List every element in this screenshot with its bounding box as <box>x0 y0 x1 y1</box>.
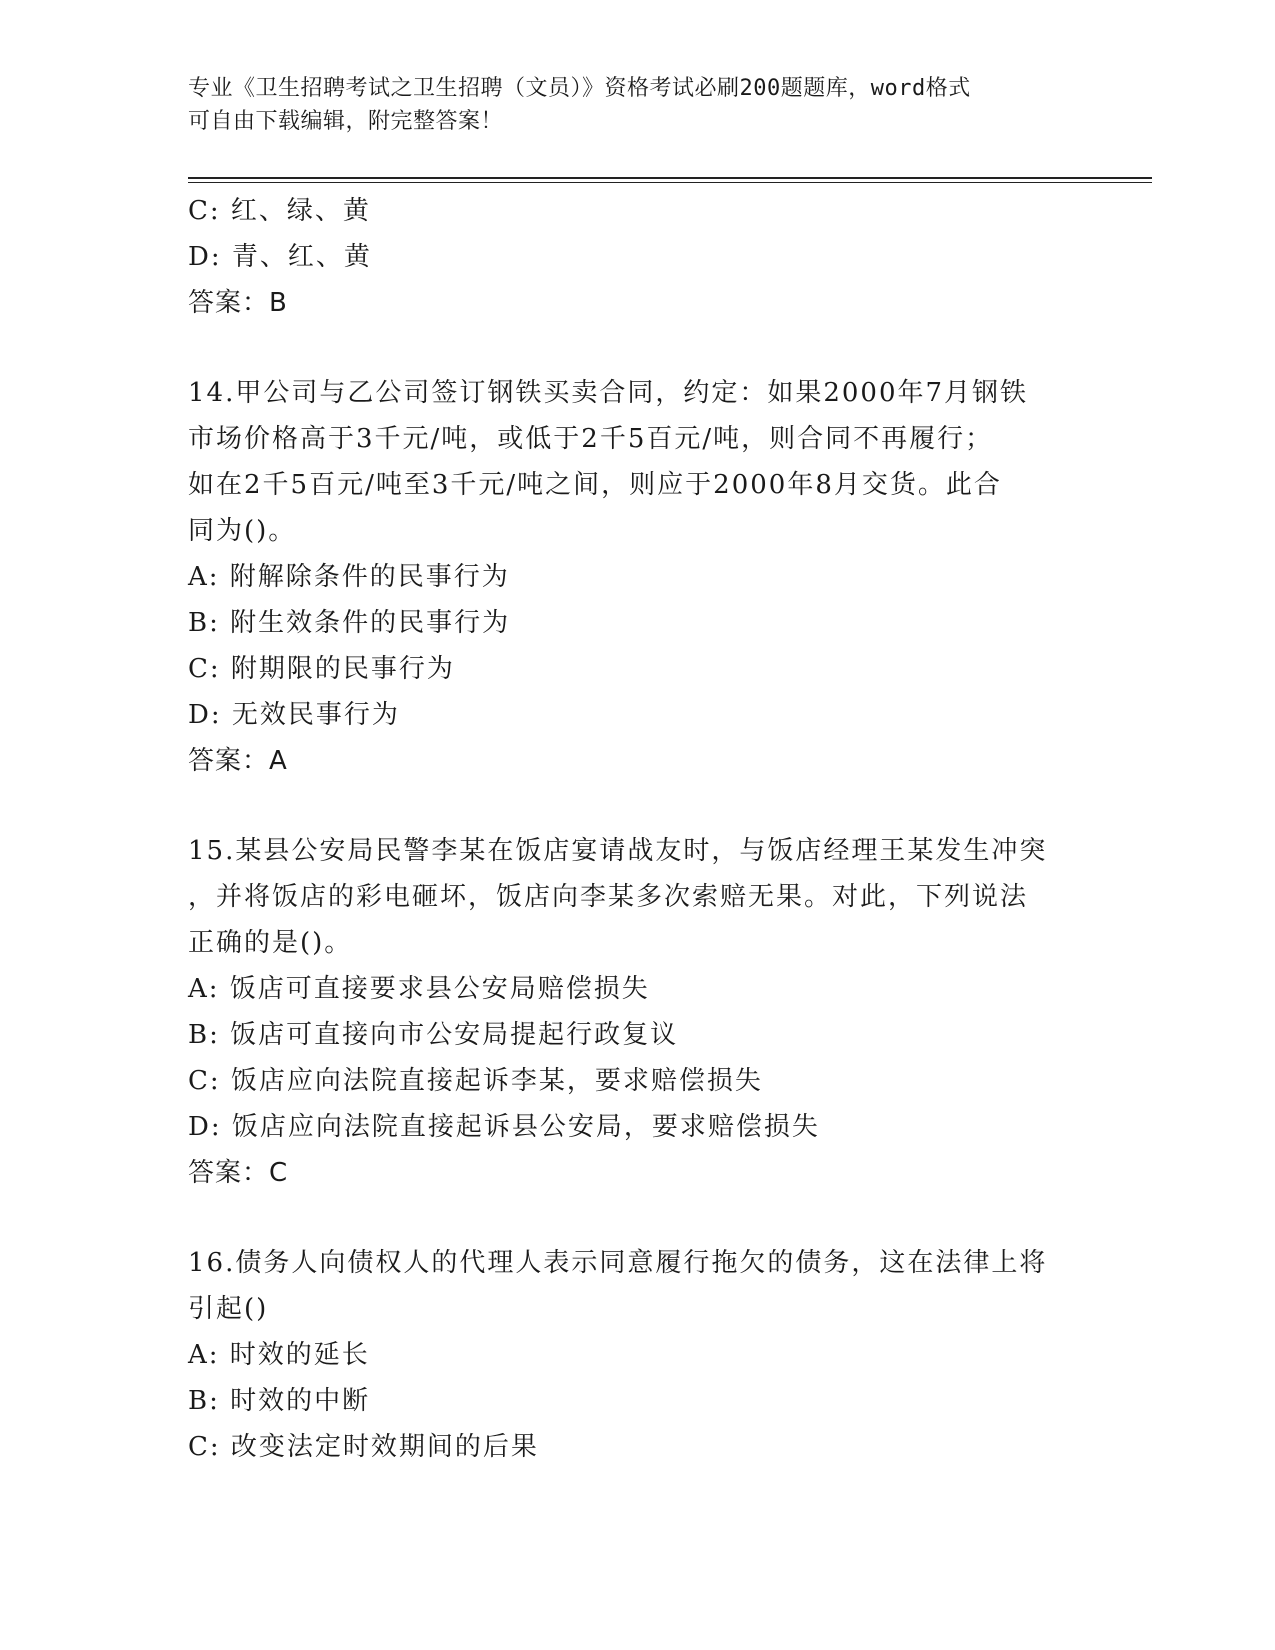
question-15 <box>188 828 1088 1196</box>
question-13 <box>188 188 1088 326</box>
q14-stem-line-1: 14.甲公司与乙公司签订钢铁买卖合同，约定：如果2000年7月钢铁 <box>188 378 1029 408</box>
q14-option-b: B: 附生效条件的民事行为 <box>188 608 511 638</box>
spacer <box>188 1196 1088 1240</box>
page-header <box>188 72 1068 138</box>
q16-option-a: A: 时效的延长 <box>188 1340 370 1370</box>
q14-stem-line-2: 市场价格高于3千元/吨，或低于2千5百元/吨，则合同不再履行； <box>188 424 994 454</box>
q14-option-d: D: 无效民事行为 <box>188 700 400 730</box>
header-title-line-2: 可自由下载编辑，附完整答案！ <box>188 109 504 134</box>
spacer <box>188 326 1088 370</box>
q14-answer: 答案：A <box>188 746 288 776</box>
q15-stem-line-1: 15.某县公安局民警李某在饭店宴请战友时，与饭店经理王某发生冲突 <box>188 836 1048 866</box>
q14-stem-line-3: 如在2千5百元/吨至3千元/吨之间，则应于2000年8月交货。此合 <box>188 470 1002 500</box>
q16-stem-line-1: 16.债务人向债权人的代理人表示同意履行拖欠的债务，这在法律上将 <box>188 1248 1048 1278</box>
q15-stem-line-3: 正确的是()。 <box>188 928 353 958</box>
q15-stem-line-2: ，并将饭店的彩电砸坏，饭店向李某多次索赔无果。对此，下列说法 <box>188 882 1029 912</box>
question-16 <box>188 1240 1088 1470</box>
q15-option-a: A: 饭店可直接要求县公安局赔偿损失 <box>188 974 650 1004</box>
q14-option-a: A: 附解除条件的民事行为 <box>188 562 510 592</box>
q13-answer: 答案：B <box>188 288 288 318</box>
header-rule-thin <box>188 182 1152 183</box>
q15-option-d: D: 饭店应向法院直接起诉县公安局，要求赔偿损失 <box>188 1112 820 1142</box>
q15-option-b: B: 饭店可直接向市公安局提起行政复议 <box>188 1020 679 1050</box>
spacer <box>188 784 1088 828</box>
header-rule-thick <box>188 177 1152 179</box>
q15-option-c: C: 饭店应向法院直接起诉李某，要求赔偿损失 <box>188 1066 763 1096</box>
question-14 <box>188 370 1088 784</box>
header-title-line-1: 专业《卫生招聘考试之卫生招聘（文员）》资格考试必刷200题题库，word格式 <box>188 76 971 101</box>
q16-stem-line-2: 引起() <box>188 1294 269 1324</box>
q16-option-c: C: 改变法定时效期间的后果 <box>188 1432 539 1462</box>
q13-option-d: D: 青、红、黄 <box>188 242 372 272</box>
q13-option-c: C: 红、绿、黄 <box>188 196 371 226</box>
q14-option-c: C: 附期限的民事行为 <box>188 654 455 684</box>
q15-answer: 答案：C <box>188 1158 289 1188</box>
question-content <box>188 188 1088 1470</box>
q16-option-b: B: 时效的中断 <box>188 1386 371 1416</box>
q14-stem-line-4: 同为()。 <box>188 516 297 546</box>
